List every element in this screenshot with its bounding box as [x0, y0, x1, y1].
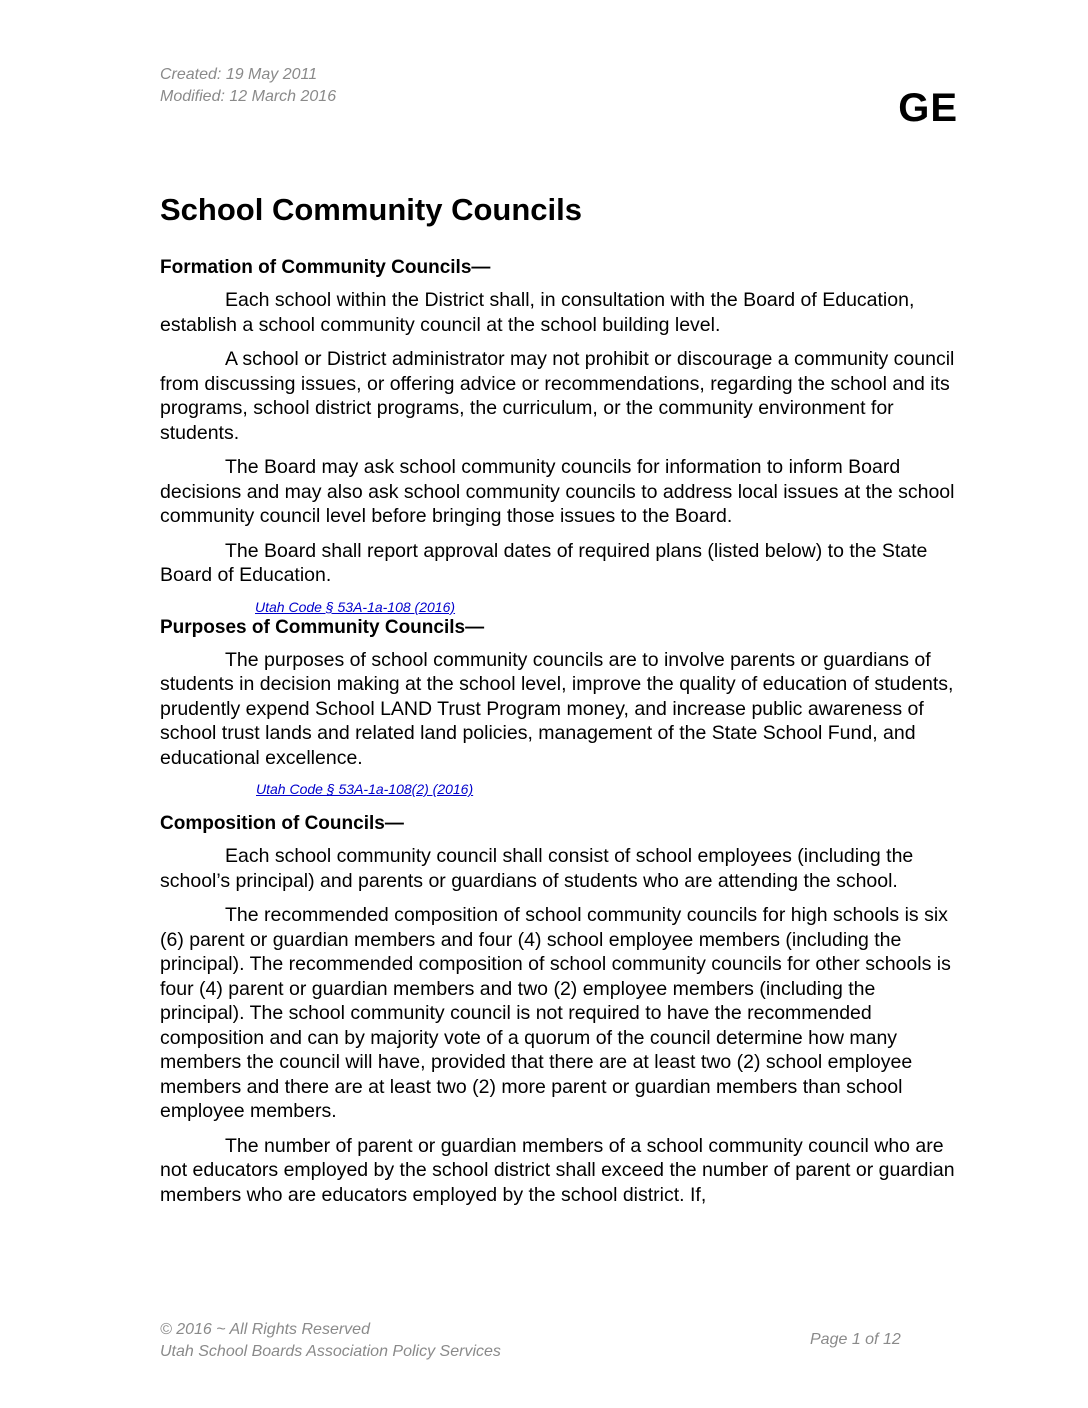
paragraph: A school or District administrator may not prohibit or discourage a community council from discussing issues, or offering advice or recommendations, regarding the school and its programs, school district programs, the curriculum, or the community environment for students.	[160, 348, 955, 444]
copyright: © 2016 ~ All Rights Reserved	[160, 1321, 370, 1338]
footer-left	[160, 1319, 501, 1363]
paragraph: The Board shall report approval dates of required plans (listed below) to the State Board of Education.	[160, 539, 928, 586]
citation-link[interactable]: Utah Code § 53A-1a-108 (2016)	[255, 598, 456, 615]
section-formation	[160, 256, 960, 616]
page-title: School Community Councils	[160, 192, 582, 227]
paragraph: The Board may ask school community councils for information to inform Board decisions and may also ask school community councils to address local issues at the school community council level before bringing those issues to the Board.	[160, 456, 955, 527]
paragraph: The purposes of school community councils are to involve parents or guardians of students in decision making at the school level, improve the quality of education of students, prudently expend School LAND Trust Program money, and increase public awareness of school trust lands and related land policies, management of the State School Fund, and educational excellence.	[160, 648, 954, 769]
section-purposes	[160, 616, 960, 799]
paragraph: Each school community council shall consist of school employees (including the school’s principal) and parents or guardians of students who are attending the school.	[160, 845, 914, 892]
paragraph: The recommended composition of school community councils for high schools is six (6) parent or guardian members and four (4) school employee members (including the principal). The recommended composition of school community councils for other schools is four (4) parent or guardian members and two (2) employee members (including the principal). The school community council is not required to have the recommended composition and can by majority vote of a quorum of the council determine how many members the council will have, provided that there are at least two (2) school employee members and there are at least two (2) more parent or guardian members than school employee members.	[160, 904, 951, 1122]
document-body	[160, 190, 960, 1217]
page-number: Page 1 of 12	[810, 1331, 901, 1348]
citation-link[interactable]: Utah Code § 53A-1a-108(2) (2016)	[256, 781, 474, 797]
document-meta	[160, 64, 336, 108]
section-heading: Composition of Councils—	[160, 813, 404, 834]
created-date: Created: 19 May 2011	[160, 66, 318, 83]
section-heading: Formation of Community Councils—	[160, 257, 491, 278]
modified-date: Modified: 12 March 2016	[160, 88, 337, 105]
section-heading: Purposes of Community Councils—	[160, 616, 485, 638]
paragraph: The number of parent or guardian members of a school community council who are not educators employed by the school district shall exceed the number of parent or guardian members who are educators employed by the school district. If,	[160, 1134, 955, 1206]
paragraph: Each school within the District shall, in consultation with the Board of Education, establish a school community council at the school building level.	[160, 289, 915, 336]
section-composition	[160, 812, 960, 1207]
policy-code: GE	[898, 86, 958, 130]
publisher: Utah School Boards Association Policy Services	[160, 1343, 501, 1360]
